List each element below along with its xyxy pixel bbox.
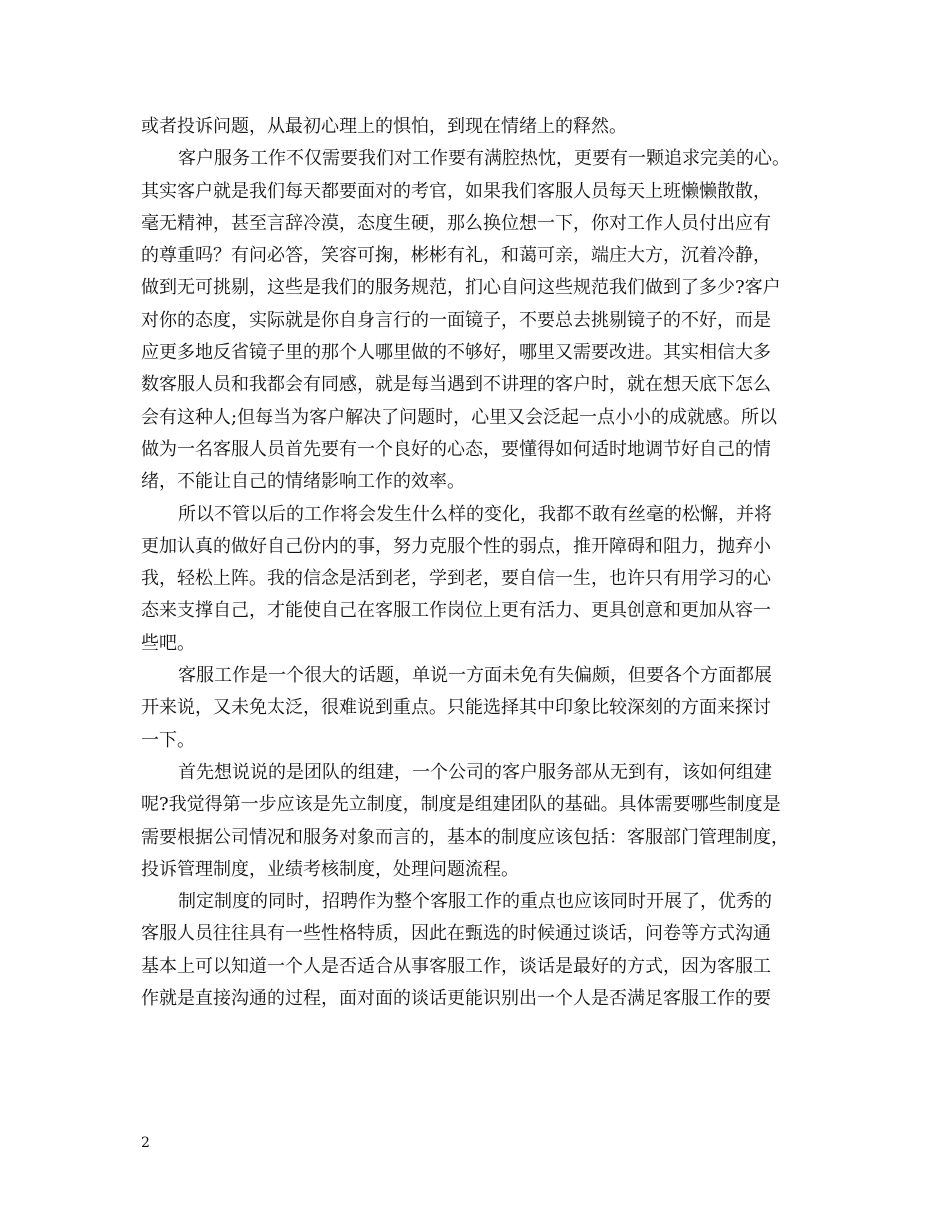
text-line: 对你的态度，实际就是你自身言行的一面镜子，不要总去挑剔镜子的不好，而是	[141, 309, 771, 331]
text-line: 投诉管理制度，业绩考核制度，处理问题流程。	[141, 858, 519, 880]
text-line: 呢?我觉得第一步应该是先立制度，制度是组建团队的基础。具体需要哪些制度是	[141, 794, 781, 816]
page-number: 2	[141, 1135, 150, 1151]
text-line: 一下。	[141, 729, 195, 751]
text-line: 态来支撑自己，才能使自己在客服工作岗位上更有活力、更具创意和更加从容一	[141, 600, 771, 622]
text-line: 的尊重吗？有问必答，笑容可掬，彬彬有礼，和蔼可亲，端庄大方，沉着冷静，	[141, 245, 771, 267]
text-line: 所以不管以后的工作将会发生什么样的变化，我都不敢有丝毫的松懈，并将	[178, 503, 772, 525]
text-line: 些吧。	[141, 632, 195, 654]
text-line: 需要根据公司情况和服务对象而言的，基本的制度应该包括：客服部门管理制度，	[141, 826, 789, 848]
text-line: 客户服务工作不仅需要我们对工作要有满腔热忱，更要有一颗追求完美的心。	[178, 148, 790, 170]
text-line: 作就是直接沟通的过程，面对面的谈话更能识别出一个人是否满足客服工作的要	[141, 988, 771, 1010]
body-text	[141, 111, 811, 1015]
text-line: 或者投诉问题，从最初心理上的惧怕，到现在情绪上的释然。	[141, 116, 627, 137]
text-line: 制定制度的同时，招聘作为整个客服工作的重点也应该同时开展了，优秀的	[178, 891, 772, 913]
text-line: 做为一名客服人员首先要有一个良好的心态，要懂得如何适时地调节好自己的情	[141, 438, 771, 460]
text-line: 开来说，又未免太泛，很难说到重点。只能选择其中印象比较深刻的方面来探讨	[141, 697, 771, 719]
text-line: 其实客户就是我们每天都要面对的考官，如果我们客服人员每天上班懒懒散散，	[141, 180, 771, 202]
text-line: 应更多地反省镜子里的那个人哪里做的不够好，哪里又需要改进。其实相信大多	[141, 342, 771, 364]
text-line: 会有这种人;但每当为客户解决了问题时，心里又会泛起一点小小的成就感。所以	[141, 406, 778, 428]
text-line: 客服人员往往具有一些性格特质，因此在甄选的时候通过谈话，问卷等方式沟通	[141, 923, 771, 945]
text-line: 首先想说说的是团队的组建，一个公司的客户服务部从无到有，该如何组建	[178, 761, 772, 783]
text-line: 数客服人员和我都会有同感，就是每当遇到不讲理的客户时，就在想天底下怎么	[141, 374, 771, 396]
text-line: 做到无可挑剔，这些是我们的服务规范，扪心自问这些规范我们做到了多少?客户	[141, 277, 781, 299]
text-line: 基本上可以知道一个人是否适合从事客服工作，谈话是最好的方式，因为客服工	[141, 955, 771, 977]
text-line: 客服工作是一个很大的话题，单说一方面未免有失偏颇，但要各个方面都展	[178, 665, 772, 687]
text-line: 更加认真的做好自己份内的事，努力克服个性的弱点，推开障碍和阻力，抛弃小	[141, 535, 771, 557]
text-line: 我，轻松上阵。我的信念是活到老，学到老，要自信一生，也许只有用学习的心	[141, 568, 771, 590]
text-line: 绪，不能让自己的情绪影响工作的效率。	[141, 471, 465, 493]
text-line: 毫无精神，甚至言辞冷漠，态度生硬，那么换位想一下，你对工作人员付出应有	[141, 212, 771, 234]
